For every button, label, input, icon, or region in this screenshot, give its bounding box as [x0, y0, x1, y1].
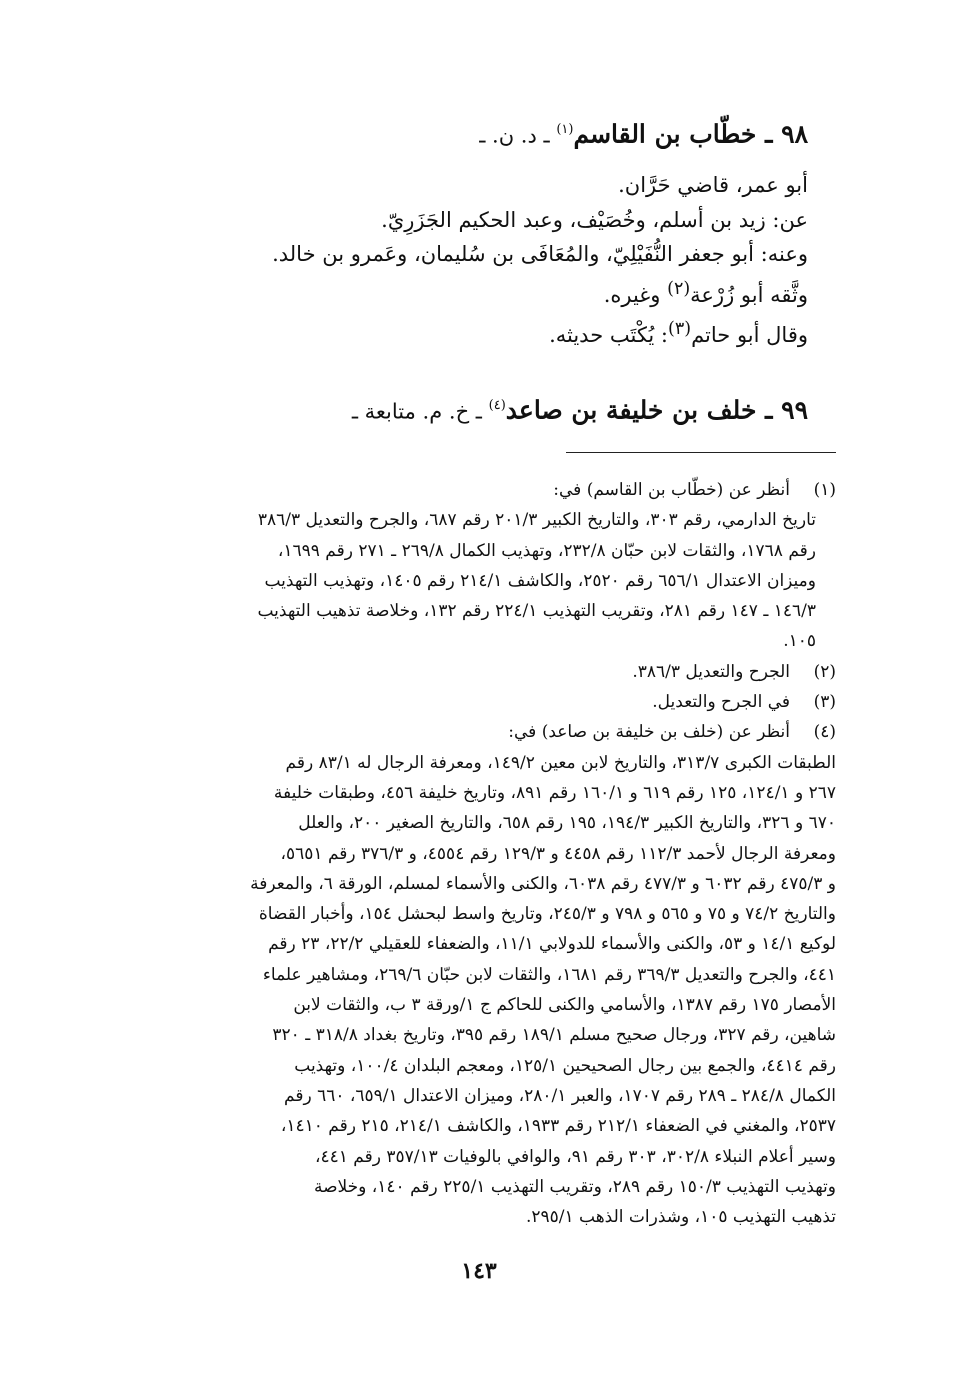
footnote-4	[116, 717, 836, 1232]
footnote-line: تاريخ الدارمي، رقم ٣٠٣، والتاريخ الكبير ٢٠١/٣ رقم ٦٨٧، والجرح والتعديل ٣٨٦/٣	[257, 510, 816, 531]
footnote-ref: (١)	[556, 122, 574, 137]
footnote-line: الجرح والتعديل ٣٨٦/٣.	[632, 661, 790, 682]
footnote-line: ٢٥٣٧، والمغني في الضعفاء ٢١٢/١ رقم ١٩٣٣، والكاشف ٢١٤/١، ٢١٥ رقم ١٤١٠،	[280, 1116, 836, 1137]
entry-number: ٩٨	[781, 119, 808, 149]
footnote-line: رقم ١٧٦٨، والثقات لابن حبّان ٢٣٢/٨، وتهذيب الكمال ٢٦٩/٨ ـ ٢٧١ رقم ١٦٩٩،	[277, 540, 816, 561]
footnote-line: أنظر عن (خلف بن خليفة بن صاعد) في:	[508, 722, 790, 743]
entry-codes: ـ د. ن. ـ	[479, 123, 557, 148]
footnote-number: (١)	[813, 480, 836, 500]
entry-separator: ـ	[756, 119, 782, 149]
footnote-line: والتاريخ ٧٤/٢ و ٧٥ و ٥٦٥ و ٧٩٨ و ٢٤٥/٣، وتاريخ واسط لبحشل ١٥٤، وأخبار القضاة	[258, 904, 836, 925]
entry-name: خلف بن خليفة بن صاعد	[505, 395, 757, 425]
footnote-separator	[566, 452, 836, 453]
footnote-1	[116, 475, 836, 657]
footnote-ref: (٢)	[667, 278, 691, 299]
footnote-2	[116, 657, 836, 687]
entry-98-body	[108, 168, 808, 353]
footnote-line: ٤٤١، والجرح والتعديل ٣٦٩/٣ رقم ١٦٨١، والثقات لابن حبّان ٢٦٩/٦، ومشاهير علماء	[262, 964, 836, 985]
footnote-3	[116, 687, 836, 717]
footnote-line: وسير أعلام النبلاء ٣٠٢/٨، ٣٠٣ رقم ٩١، والوافي بالوفيات ٣٥٧/١٣ رقم ٤٤١،	[314, 1146, 836, 1167]
page-number: ١٤٣	[461, 1258, 497, 1284]
footnote-line: أنظر عن (خطّاب بن القاسم) في:	[553, 480, 790, 500]
footnote-line: ٦٧٠ و ٣٢٦، والتاريخ الكبير ١٩٤/٣، ١٩٥ رقم ٦٥٨، والتاريخ الصغير ٢٠٠، والعلل	[298, 813, 836, 834]
entry-99-heading	[108, 386, 808, 431]
footnote-line: ١٠٥.	[783, 631, 816, 652]
kunya-line: أبو عمر، قاضي حَرَّان.	[618, 173, 808, 197]
footnote-ref: (٣)	[668, 319, 692, 339]
entry-codes: ـ خ. م. متابعة ـ	[351, 399, 489, 424]
footnote-line: وميزان الاعتدال ٦٥٦/١ رقم ٢٥٢٠، والكاشف ٢١٤/١ رقم ١٤٠٥، وتهذيب التهذيب	[264, 570, 816, 591]
abu-hatim-line: وقال أبو حاتم$^{(٣)}$: يُكْتَب حديثه.	[549, 319, 808, 347]
entry-98-heading	[108, 110, 808, 155]
footnote-line: لوكيع ١٤/١ و ٥٣، والكنى والأسماء للدولابي ١١/١، والضعفاء للعقيلي ٢٢/٢، ٢٣ رقم	[268, 934, 836, 955]
footnote-line: ومعرفة الرجال لأحمد ١١٢/٣ رقم ٤٤٥٨ و ١٢٩/٣ رقم ٤٥٥٤، و ٣٧٦/٣ رقم ٥٦٥١،	[280, 843, 836, 864]
footnote-line: ٢٦٧ و ١٢٤/١، ١٢٥ رقم ٦١٩ و ١٦٠/١ رقم ٨٩١، وتاريخ خليفة ٤٥٦، وطبقات خليفة	[273, 782, 836, 803]
tawthiq-line: وثَّقه أبو زُرْعة$^{(٢)}$ وغيره.	[603, 278, 808, 307]
entry-name: خطّاب بن القاسم	[573, 119, 757, 149]
footnote-line: شاهين، رقم ٣٢٧، ورجال صحيح مسلم ١٨٩/١ رقم ٣٩٥، وتاريخ بغداد ٣١٨/٨ ـ ٣٢٠	[272, 1025, 836, 1046]
footnote-number: (٢)	[813, 661, 836, 682]
teachers-line: عن: زيد بن أسلم، وخُصَيْف، وعبد الحكيم الجَزَرِيّ.	[381, 207, 808, 232]
entry-number: ٩٩	[781, 395, 808, 425]
footnote-line: الكمال ٢٨٤/٨ ـ ٢٨٩ رقم ١٧٠٧، والعبر ٢٨٠/١، وميزان الاعتدال ٦٥٩/١، ٦٦٠ رقم	[284, 1085, 836, 1106]
footnote-line: الطبقات الكبرى ٣١٣/٧، والتاريخ لابن معين ١٤٩/٢، ومعرفة الرجال له ٨٣/١ رقم	[285, 752, 836, 773]
footnote-line: وتهذيب التهذيب ١٥٠/٣ رقم ٢٨٩، وتقريب التهذيب ٢٢٥/١ رقم ١٤٠، وخلاصة	[313, 1176, 836, 1197]
footnote-line: رقم ٤٤١٤، والجمع بين رجال الصحيحين ١٢٥/١، ومعجم البلدان ١٠٠/٤، وتهذيب	[294, 1055, 836, 1076]
entry-separator: ـ	[756, 395, 782, 425]
footnote-line: ١٤٦/٣ ـ ١٤٧ رقم ٢٨١، وتقريب التهذيب ٢٢٤/١ رقم ١٣٢، وخلاصة تذهيب التهذيب	[257, 601, 816, 622]
footnote-line: الأمصار ١٧٥ رقم ١٣٨٧، والأسامي والكنى للحاكم ج ١/ورقة ٣ ب، والثقات لابن	[293, 995, 836, 1016]
footnote-line: تذهيب التهذيب ١٠٥، وشذرات الذهب ٢٩٥/١.	[525, 1207, 836, 1228]
students-line: وعنه: أبو جعفر النُّفَيْلِيّ، والمُعَافَى بن سُليمان، وعَمرو بن خالد.	[272, 242, 808, 266]
footnote-number: (٣)	[813, 692, 836, 713]
footnote-number: (٤)	[813, 722, 836, 743]
footnote-line: و ٤٧٥/٣ رقم ٦٠٣٢ و ٤٧٧/٣ رقم ٦٠٣٨، والكنى والأسماء لمسلم، الورقة ٦، والمعرفة	[250, 873, 836, 894]
footnotes	[116, 475, 836, 1232]
footnote-line: في الجرح والتعديل.	[652, 692, 790, 713]
footnote-ref: (٤)	[488, 398, 506, 413]
